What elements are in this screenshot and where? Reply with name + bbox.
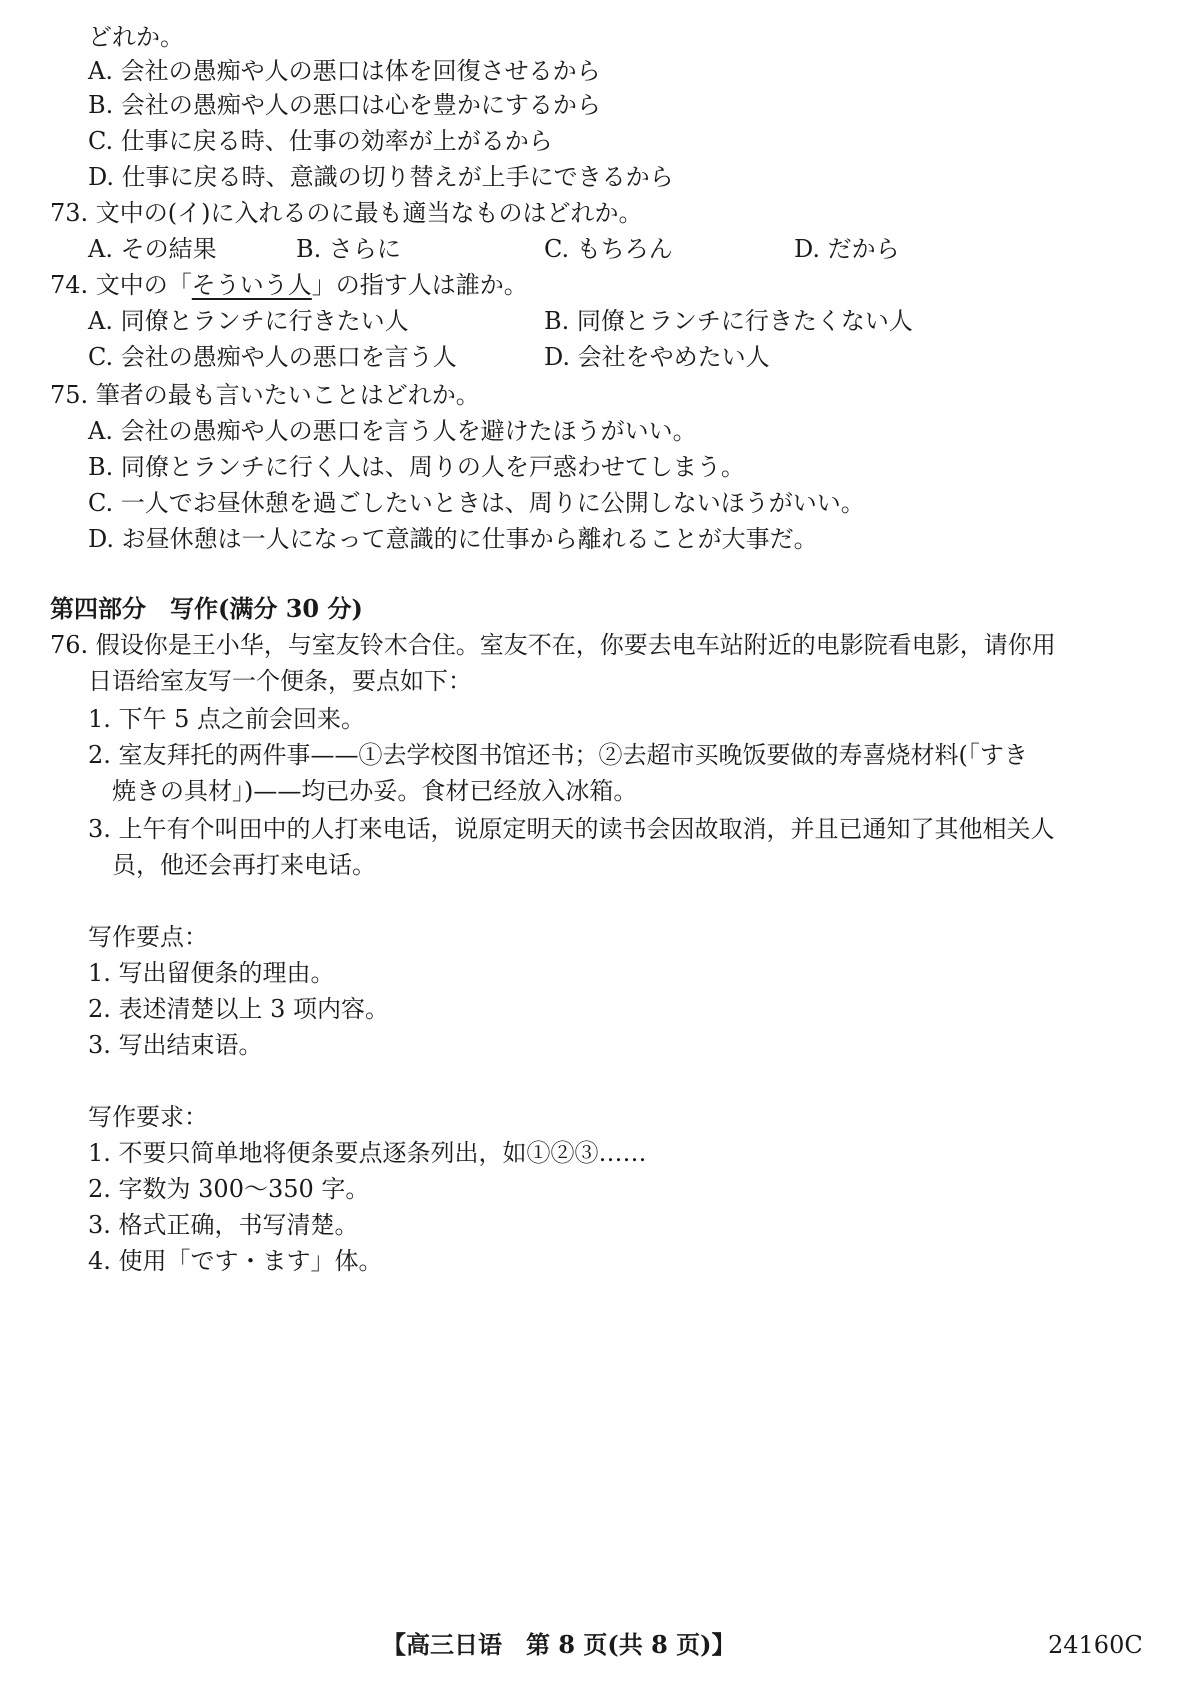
q73-option-d: D. だから xyxy=(794,235,900,263)
q75-option-a: A. 会社の愚痴や人の悪口を言う人を避けたほうがいい。 xyxy=(88,417,697,445)
q75-option-b: B. 同僚とランチに行く人は、周りの人を戸惑わせてしまう。 xyxy=(88,453,745,481)
q73-option-a: A. その結果 xyxy=(88,235,217,263)
requirement-4: 4. 使用「です・ます」体。 xyxy=(88,1247,383,1275)
q76-point-2-cont: 焼きの具材」)——均已办妥。食材已经放入冰箱。 xyxy=(112,777,638,805)
q74-option-b: B. 同僚とランチに行きたくない人 xyxy=(544,307,913,335)
q76-point-1: 1. 下午 5 点之前会回来。 xyxy=(88,705,366,733)
q76-point-2: 2. 室友拜托的两件事——①去学校图书馆还书；②去超市买晚饭要做的寿喜烧材料(「すき xyxy=(88,741,1028,769)
q74-stem xyxy=(50,266,528,304)
q74-option-c: C. 会社の愚痴や人の悪口を言う人 xyxy=(88,343,457,371)
requirement-2: 2. 字数为 300～350 字。 xyxy=(88,1175,370,1203)
q75-stem: 75. 筆者の最も言いたいことはどれか。 xyxy=(50,381,480,409)
requirements-title: 写作要求： xyxy=(88,1103,208,1131)
q74-stem-after: 」の指す人は誰か。 xyxy=(311,271,528,299)
q72-option-b: B. 会社の愚痴や人の悪口は心を豊かにするから xyxy=(88,91,601,119)
q76-line2: 日语给室友写一个便条，要点如下： xyxy=(88,667,472,695)
q72-option-c: C. 仕事に戻る時、仕事の効率が上がるから xyxy=(88,127,553,155)
key-point-1: 1. 写出留便条的理由。 xyxy=(88,959,335,987)
q73-option-c: C. もちろん xyxy=(544,235,673,263)
requirement-1: 1. 不要只简单地将便条要点逐条列出，如①②③…… xyxy=(88,1139,647,1167)
q73-option-b: B. さらに xyxy=(296,235,401,263)
exam-code: 24160C xyxy=(1048,1631,1143,1659)
section4-heading: 第四部分 写作(满分 30 分) xyxy=(50,594,363,623)
key-points-title: 写作要点： xyxy=(88,923,208,951)
q72-stem-tail: どれか。 xyxy=(88,23,184,51)
requirement-3: 3. 格式正确，书写清楚。 xyxy=(88,1211,359,1239)
q72-option-d: D. 仕事に戻る時、意識の切り替えが上手にできるから xyxy=(88,163,674,191)
q76-point-3: 3. 上午有个叫田中的人打来电话，说原定明天的读书会因故取消，并且已通知了其他相关人 xyxy=(88,815,1055,843)
q74-stem-before: 74. 文中の「 xyxy=(50,271,192,299)
q74-option-d: D. 会社をやめたい人 xyxy=(544,343,770,371)
q74-options-row-2 xyxy=(88,338,1188,376)
q75-option-c: C. 一人でお昼休憩を過ごしたいときは、周りに公開しないほうがいい。 xyxy=(88,489,865,517)
key-point-2: 2. 表述清楚以上 3 项内容。 xyxy=(88,995,390,1023)
q74-option-a: A. 同僚とランチに行きたい人 xyxy=(88,307,409,335)
q73-options-row xyxy=(88,230,1188,268)
q74-options-row-1 xyxy=(88,302,1188,340)
q76-point-3-cont: 员，他还会再打来电话。 xyxy=(112,851,376,879)
q72-option-a: A. 会社の愚痴や人の悪口は体を回復させるから xyxy=(88,57,601,85)
q75-option-d: D. お昼休憩は一人になって意識的に仕事から離れることが大事だ。 xyxy=(88,525,818,553)
q76-line1: 76. 假设你是王小华，与室友铃木合住。室友不在，你要去电车站附近的电影院看电影，请你用 xyxy=(50,631,1056,659)
key-point-3: 3. 写出结束语。 xyxy=(88,1031,263,1059)
q73-stem: 73. 文中の(イ)に入れるのに最も適当なものはどれか。 xyxy=(50,199,643,227)
page-footer: 【高三日语 第 8 页(共 8 页)】 xyxy=(382,1630,736,1659)
q74-stem-underlined: そういう人 xyxy=(191,271,312,299)
